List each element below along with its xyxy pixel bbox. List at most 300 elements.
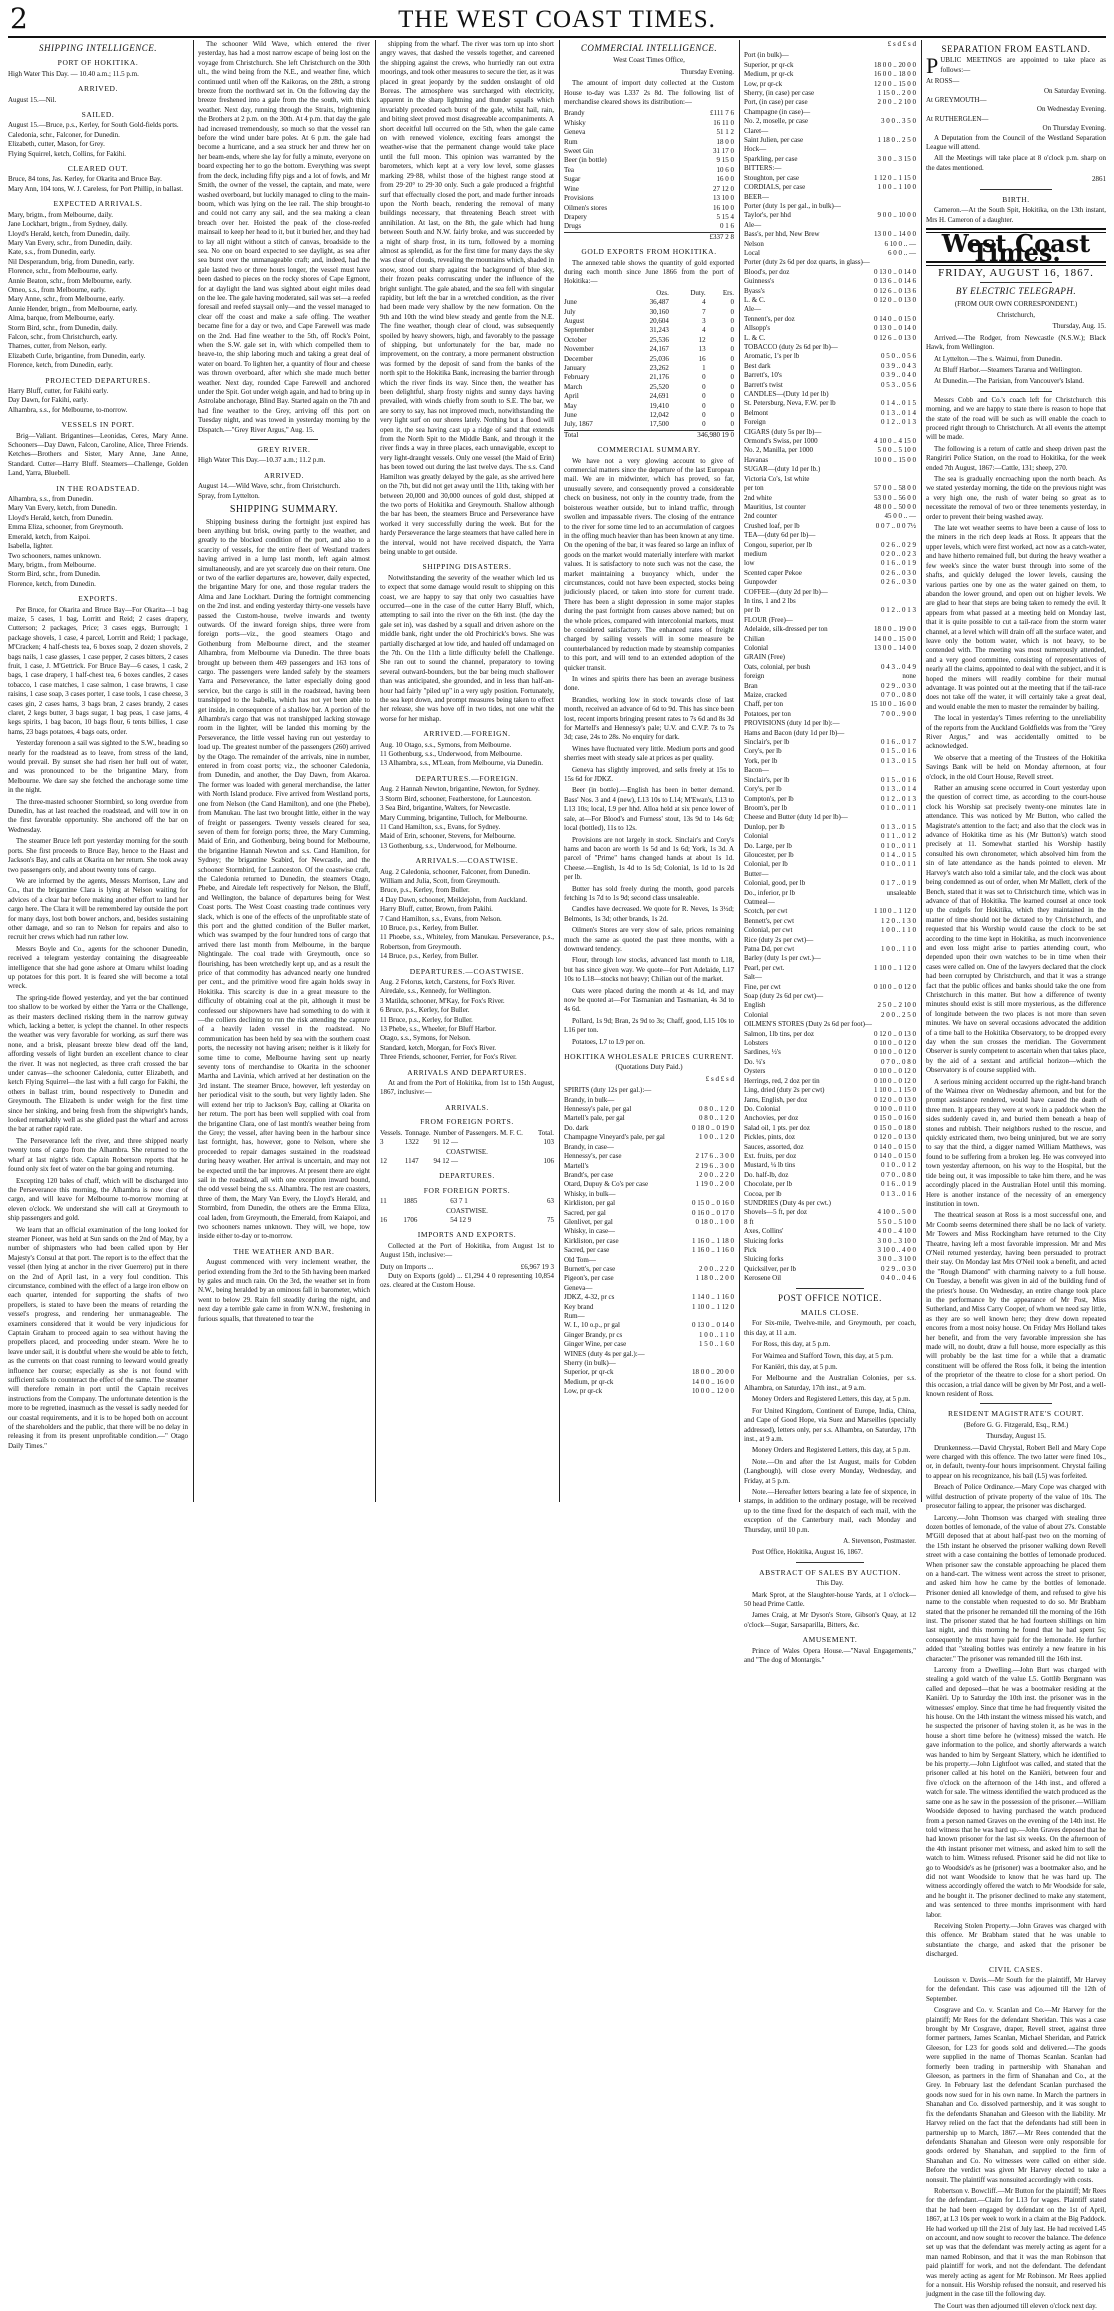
row-value: 0 13 6 .. 0 14 6	[874, 277, 916, 286]
paragraph: The sea is gradually encroaching upon the north beach. As we stated yesterday morning, the tide on the previous night was a very high one, the rush of water being so great as to necessitate the removal of two or three tenements yesterday, in order to prevent their being washed away.	[926, 475, 1106, 521]
row-value: 53 0 0 .. 56 0 0	[874, 493, 916, 502]
price-row	[744, 409, 916, 418]
price-row	[744, 249, 916, 258]
post-notices	[744, 1319, 916, 1535]
row-label: Taylor's, per hhd	[744, 211, 791, 220]
row-label: Hennessy's pale, per gal	[564, 1105, 632, 1114]
cell: 12	[698, 335, 706, 344]
row-value: 0 12 6 .. 0 13 6	[874, 286, 916, 295]
row-value: 2 0 0 .. 2 2 0	[699, 1170, 734, 1179]
duty-exports: Duty on Exports (gold) ... £1,294 4 0 representing 10,854 ozs. cleared at the Custom House.	[380, 1271, 554, 1290]
cleared-list	[8, 175, 188, 194]
cell: 0	[730, 401, 734, 410]
roadstead-list	[8, 495, 188, 589]
row-value: 0 0 7 .. 0 0 7½	[875, 521, 916, 530]
row-value: 0 15 0 .. 0 16 0	[692, 1199, 734, 1208]
row-label: per lb	[744, 606, 761, 615]
row-value: 0 1 1 .. 0 1 2	[881, 832, 916, 841]
wild-wave-report	[198, 40, 370, 435]
civil-heading: CIVIL CASES.	[988, 1964, 1043, 1974]
row-label: WINES (duty 4s per gal.):—	[564, 1349, 645, 1358]
row-label: Do. Colonial	[744, 1104, 781, 1113]
price-row	[744, 437, 916, 446]
list-item: Mary Anne, schr., from Melbourne, early.	[8, 295, 125, 304]
gold-intro: The annexed table shows the quantity of gold exported during each month since June 1866 from the port of Hokitika:—	[564, 258, 734, 286]
row-value: 27 12 0	[713, 184, 734, 193]
row-label: Ale—	[744, 220, 762, 229]
weather-para: August commenced with very inclement weather, the period extending from the 3rd to the 5th having been marked by gales and much rain. On the 3rd, the weather set in from N.W., being heralded by an ominous fall in barometer, which went to below 29. Rain fell steadily during the night, and next day a terrible gale came in from W.N.W., freshening in furious squalls, that threatened to tear the	[198, 1258, 370, 1323]
row-value: 0 14 0 .. 0 15 0	[874, 1142, 916, 1151]
row-label: Shovels—5 ft, per doz	[744, 1208, 807, 1217]
row-label: Superior, pr qr-ck	[564, 1368, 614, 1377]
table-row	[564, 308, 734, 317]
row-label: Barley (duty 1s per cwt.)—	[744, 954, 821, 963]
arrivals-coastwise-heading: ARRIVALS.—COASTWISE.	[415, 856, 519, 866]
row-value: 0 5 0 .. 0 5 6	[881, 352, 916, 361]
header-tonnage: Tonnage.	[404, 1128, 431, 1137]
price-row	[744, 230, 916, 239]
row-label: Lobsters	[744, 1039, 769, 1048]
list-item: Two schooners, names unknown.	[8, 551, 102, 560]
gold-heading: GOLD EXPORTS FROM HOKITIKA.	[581, 247, 717, 257]
list-item: Mary, brigtn., from Melbourne, daily.	[8, 210, 114, 219]
price-row	[744, 381, 916, 390]
row-label: Pickles, pints, doz	[744, 1133, 795, 1142]
price-row	[564, 1190, 734, 1199]
row-label: JDKZ, 4-32, pr cs	[564, 1293, 615, 1302]
row-label: Beer (in bottle)	[564, 156, 607, 165]
row-label: Bacon—	[744, 766, 769, 775]
exports-text: Per Bruce, for Okarita and Bruce Bay—For Okarita—1 bag maize, 5 cases, 1 bag, Lorritt and Reid; 2 cases drapery, Cutterson; 2 packages, Price; 3 cases eggs, Burrough; 1 package shovels, 1 case, 4 parcel, Lorritt and Reid; 1 package, M'Cracken; 4 half-chests tea, 6 boxes soap, 2 dozen shovels, 2 bags nails, 1 case glasses, 1 case pepper, 2 cases bitters, 2 cases fruit, 1 case, J. M'Gettrick. For Bruce Bay—6 cases, 1 cask, 2 bags, 1 case drapery, 1 half-chest tea, 6 boxes candles, 2 cases tobacco, 1 case matches, 1 case salmon, 1 case brawns, 1 case raisins, 1 case soap, 3 cases porter, 1 case tools, 1 case cheese, 3 cases gin, 2 cases hams, 3 bags bran, 2 cases brandy, 2 cases claret, 2 kegs butter, 3 bags sugar, 1 bag peas, 1 case jams, 4 kegs spirits, 1 bag bacon, 10 bags flour, 6 tents billies, 1 case hams, 23 bags potatoes, 4 bags oats, order.	[8, 605, 188, 736]
list-item: Otago, s.s., Symons, for Nelson.	[380, 1034, 471, 1043]
price-row	[744, 1124, 916, 1133]
row-label: Key brand	[564, 1302, 594, 1311]
paragraph: Geneva has slightly improved, and sells freely at 15s to 15s 6d for JDKZ.	[564, 765, 734, 784]
row-label: Do. ¼'s	[744, 1057, 766, 1066]
row-label: Low, pr qr-ck	[744, 79, 783, 88]
paragraph: For Melbourne and the Australian Colonies, per s.s. Alhambra, on Saturday, 17th inst., at 9 a.m.	[744, 1374, 916, 1392]
header-cell	[564, 289, 624, 298]
paragraph: Robertson v. Bowcliff.—Mr Button for the plaintiff; Mr Rees for the defendant.—Claim for L13 for wages. Plaintiff stated that he had been engaged by defendant on the 1st of April, 1867, at L3 10s per week to work in a claim at the Big Paddock. He had worked up till the 21st of July last. He had received L45 on account, and now sought to recover the balance. The defence set up was that the defendant was merely acting as agent for a man named Robinson, and that it was the man Robinson that paid plaintiff for work, and not the defendant. The defendant was merely acting as agent for Mr Robinson. Mr Rees applied for a nonsuit. His Worship refused the nonsuit, and reserved his judgment in the case till the following day.	[926, 2186, 1107, 2299]
row-label: Tea	[564, 165, 575, 174]
header-cell: Duty.	[690, 288, 706, 297]
row-value: 12 0 0 .. 15 0 0	[874, 79, 916, 88]
price-row	[564, 1133, 734, 1142]
separation-text	[926, 53, 1106, 79]
departures-foreign-list	[380, 785, 554, 851]
price-row	[744, 766, 916, 775]
list-item: 3 Matilda, schooner, M'Kay, for Fox's River.	[380, 996, 505, 1005]
list-item: Thames, cutter, from Nelson, early.	[8, 342, 107, 351]
meetings-time: All the Meetings will take place at 8 o'clock p.m. sharp on the dates mentioned.	[926, 154, 1106, 172]
price-row	[744, 1133, 916, 1142]
arrived-label: ARRIVED.	[77, 84, 118, 94]
row-label: Do. half-lb, doz	[744, 1170, 789, 1179]
duty-list	[564, 109, 734, 231]
row-value: 0 2 9 .. 0 3 0	[881, 681, 916, 690]
exports-label: EXPORTS.	[78, 594, 118, 604]
price-row	[744, 1227, 916, 1236]
cell: 20,604	[649, 316, 669, 325]
arrivals-coastwise-list	[380, 868, 554, 962]
list-item: 11 Bruce, p.s., Kerley, for Buller.	[380, 1015, 473, 1024]
paragraph: The schooner Wild Wave, which entered the river yesterday, has had a most narrow escape of being lost on the voyage from Christchurch. She left Christchurch on the 30th ult., the wind being from the N.E., and weather fine, which continued until when off the Kaikoras, on the 28th, a strong breeze from the northward set in. On the following day the breeze freshened into a gale from the the south, with thick weather. Next day, running through the Straits, brightening the Brothers at 2 p.m. on the 30th. At 4 p.m. that day the gale had increased tremendously, so much so that the vessel ran before the wind under bare poles. At 6 p.m. the gale had become a hurricane, and a sea struck her and threw her on her beam-ends, where she lay for fully a minute, everyone on board expecting her to go the bottom. Everything was swept from the deck, including fifty pigs and a lot of fowls, and Mr Smith, the owner of the vessel, the captain, and mate, were washed overboard, but luckily managed to cling to the main-boom, which was lying on the lee rail. The ship brought-to and could not carry any sail, and the sea making a clean breach over her. Hoisted the peak of the close-reefed mainsail to keep her head to it, but it buried her, and they had to lay all night without a stitch of canvas, broadside to the sea. No one on board expected to see daylight, as sea after sea burst over the unmanageable craft; and, indeed, had the gale lasted two or three hours longer, the vessel must have been dashed to pieces on the rocky shores of Cape Egmont, for at daylight the land was sighted about eight miles dead on the lee. The gale having moderated, sail was set—a reefed foresail and reefed staysail only—and the vessel managed to clear off the coast and make a safe offing. The weather became fine for a day or two, and Cape Farewell was made on the 2nd. Had fine weather to the 5th, off Rock's Point, when the S.W. gale set in, with which compelled them to heave-to, the ship laboring much and taking a great deal of water on board. To lighten her, a quantity of flour and cheese was thrown overboard, after which she made much better weather. Next day, rounded Cape Farewell and anchored under the Spit. Got under weigh again, and had to bring up in Astrolabe anchorage, Blind Bay. Started again on the 7th and had fine weather to the Grey, arriving off this port on Tuesday night, and was towed in yesterday morning by the Dispatch.—"Grey River Argus," Aug. 15.	[198, 40, 370, 434]
gold-total-label: Total	[564, 430, 579, 439]
row-value: 3 0 0 .. 3 15 0	[877, 154, 916, 163]
price-row	[564, 1340, 734, 1349]
row-label: Sugar	[564, 175, 581, 184]
row-label: 2nd counter	[744, 512, 778, 521]
list-item: Elizabeth Curle, brigantine, from Dunedin, early.	[8, 351, 146, 360]
row-value: 6 10 0 .. —	[884, 239, 916, 248]
imports-intro: Collected at the Port of Hokitika, from August 1st to August 15th, inclusive:—	[380, 1241, 554, 1260]
price-row	[744, 860, 916, 869]
price-row	[564, 1180, 734, 1189]
paragraph: Oats were placed during the month at 4s 1d, and may now be quoted at—For Tasmanian and Tasmanian, 4s 3d to 4s 6d.	[564, 986, 734, 1014]
price-row	[564, 1359, 734, 1368]
row-label: Salt—	[744, 973, 762, 982]
row-value: 0 4 3 .. 0 4 9	[881, 662, 916, 671]
row-value: 16 0 0	[716, 175, 734, 184]
price-row	[744, 813, 916, 822]
price-row	[564, 1321, 734, 1330]
row-value: 0 13 0 .. 0 14 0	[874, 267, 916, 276]
cell: 4	[702, 326, 706, 335]
row-label: Belmont	[744, 408, 769, 417]
list-item: 13 Phebe, s.s., Wheeler, for Bluff Harbor.	[380, 1025, 497, 1034]
price-row	[744, 418, 916, 427]
row-value: 1 10 0 .. 1 12 0	[692, 1302, 734, 1311]
sailed-label: SAILED.	[81, 110, 115, 120]
row-value: 0 1 0 .. 0 1 2	[881, 1161, 916, 1170]
cell: 0	[730, 420, 734, 429]
row-value: 0 2 6 .. 0 2 9	[881, 540, 916, 549]
price-row	[744, 1020, 916, 1029]
table-row	[380, 1207, 554, 1216]
row-label: BEER—	[744, 192, 769, 201]
row-label: Whisky	[564, 118, 586, 127]
separation-heading: SEPARATION FROM EASTLAND.	[941, 44, 1091, 54]
row-label: Cheese and Butter (duty 1d per lb)—	[744, 813, 848, 822]
price-row	[744, 578, 916, 587]
price-row	[744, 446, 916, 455]
row-label: Bran	[744, 681, 758, 690]
row-label: Port (in bulk)—	[744, 51, 789, 60]
paragraph: For Six-mile, Twelve-mile, and Greymouth, per coach, this day, at 11 a.m.	[744, 1319, 916, 1337]
row-value: 16 11 0	[713, 118, 734, 127]
list-item: 6 Bruce, p.s., Kerley, for Buller.	[380, 1006, 470, 1015]
cell: 1	[702, 364, 706, 372]
row-value: 0 3 9 .. 0 4 0	[881, 371, 916, 380]
list-item: 3 Sea Bird, brigantine, Walters, for Newcastle.	[380, 804, 511, 813]
row-label: Superior, pr qr-ck	[744, 60, 794, 69]
price-row	[744, 672, 916, 681]
cell: 25,536	[649, 335, 669, 344]
row-label: Tennent's, per doz	[744, 314, 795, 323]
cell: 54 12 9	[450, 1215, 472, 1224]
list-item: Flying Squirrel, ketch, Collins, for Fakihi.	[8, 149, 127, 158]
row-label: Porter (duty 1s per gal., in bulk)—	[744, 201, 841, 210]
row-label: Oysters	[744, 1067, 766, 1076]
list-item: Jane Lockhart, brigtn., from Sydney, daily.	[8, 220, 128, 229]
list-item: Emma Eliza, schooner, from Greymouth.	[8, 523, 124, 532]
price-row	[744, 334, 916, 343]
row-label: Barrett's twist	[744, 380, 783, 389]
row-label: Geneva	[564, 128, 586, 137]
row-value: 0 1 6	[720, 222, 734, 231]
row-label: Sluicing forks	[744, 1255, 784, 1264]
paragraph: Candles have decreased. We quote for R. Neves, 1s 3½d; Belmonts, 1s 3d; other brands, 1s 2d.	[564, 905, 734, 923]
price-row	[564, 1246, 734, 1255]
table-row	[380, 1138, 554, 1147]
cell: 0	[702, 401, 706, 410]
row-value: 0 1 3 .. 0 1 5	[881, 822, 916, 831]
gold-total-dwt: 19	[721, 430, 729, 439]
row-label: Potatoes, per ton	[744, 709, 791, 718]
header-cell: Ers.	[722, 288, 734, 297]
paragraph: We learn that an official examination of the long looked for steamer Pioneer, was held at Sun sands on the 2nd of May, by a number of shipmasters who had been called upon by Her Majesty's Consul at that port. The report is to the effect that the vessel (then lying at anchor in the river Guerrero) put in there on the 2nd of April last, in a very foul condition. This circumstance, combined with the effect of a large iron elbow on each quarter, intended for supporting the shafts of two propellers, is stated to have been the means of retarding the vessel's progress, and rendering her unmanageable. The examiners considered that it would be very injudicious for Captain Graham to proceed again to sea without having the propellers placed, and proceeding under steam. Were he to leave under sail, it is doubtful where she would be able to fetch, as the currents on that coast running to leeward would greatly influence her course; especially as she is not found with sufficient sails to counteract the effect of the same. The steamer will therefore remain in port until the Captain receives instructions from the Company. The unfortunate detention is the more to be regretted, inasmuch as the vessel is sadly needed for our coastal requirements, and it is to be hoped both on account of the shareholders and the public, that there will be no delay in releasing it from its present unprofitable condition.—" Otago Daily Times."	[8, 1225, 188, 1450]
row-value: 0 10 0 .. 0 12 0	[874, 1067, 916, 1076]
cell: November	[564, 345, 594, 354]
cell: 17,500	[649, 420, 669, 429]
price-row	[744, 983, 916, 992]
row-label: Kirkliston, per gal	[564, 1199, 616, 1208]
price-row	[744, 1161, 916, 1170]
row-label: Gunpowder	[744, 578, 778, 587]
row-label: Pearl, per cwt.	[744, 963, 785, 972]
row-label: BITTERS:—	[744, 164, 782, 173]
paragraph: Mark Sprot, at the Slaughter-house Yards, at 1 o'clock—50 head Prime Cattle.	[744, 1590, 916, 1608]
cell: 0	[730, 382, 734, 391]
row-value: 13 0 0 .. 14 0 0	[874, 230, 916, 239]
row-value: 0 12 6 .. 0 13 0	[874, 333, 916, 342]
row-value: 9 0 0 .. 10 0 0	[877, 211, 916, 220]
row-value: 1 10 0 .. 1 15 0	[874, 1086, 916, 1095]
row-label: Sauces, assorted, doz	[744, 1142, 804, 1151]
row-value: 10 0 0 .. 12 0 0	[692, 1387, 734, 1396]
price-row	[744, 606, 916, 615]
row-value: £111 7 6	[710, 109, 734, 118]
price-row	[744, 136, 916, 145]
list-item: Storm Bird, schr., from Dunedin, daily.	[8, 323, 118, 332]
gold-total-grs: 0	[730, 430, 734, 439]
list-item: 11 Gothenburg, s.s., Underwood, from Melbourne.	[380, 750, 523, 759]
row-value: 14 0 0 .. 16 0 0	[692, 1377, 734, 1386]
cell: June	[564, 411, 577, 420]
row-label: Drugs	[564, 222, 582, 231]
list-item: Bruce, 84 tons, Jas. Kerley, for Okarita and Bruce Bay.	[8, 175, 162, 184]
price-row	[744, 1105, 916, 1114]
list-item: 13 Gothenburg, s.s., Underwood, for Melbourne.	[380, 841, 517, 850]
list-item: Aug. 2 Hannah Newton, brigantine, Newton, for Sydney.	[380, 785, 540, 794]
row-label: 2nd white	[744, 493, 772, 502]
weather-heading: THE WEATHER AND BAR.	[233, 1246, 335, 1256]
price-head: £ s d £ s d	[705, 1074, 734, 1083]
price-list	[744, 51, 916, 1283]
paragraph: The local in yesterday's Times referring to the unreliability of the reports from the Auckland Goldfields was from the "Grey River Argus," and was accidentally omitted to be acknowledged.	[926, 714, 1106, 751]
price-row	[564, 156, 734, 165]
row-label: CANDLES—(Duty 1d per lb)	[744, 390, 829, 399]
price-row	[744, 569, 916, 578]
table-row	[564, 392, 734, 401]
price-row	[564, 1124, 734, 1133]
vessels-in-port: Brig—Valiant. Brigantines—Leonidas, Ceres, Mary Anne. Schooners—Day Dawn, Falcon, Caroline, Alice, Three Friends. Ketches—Brothers and Sister, Mary Anne, Jane Anne, Standard. Cutter—Harry Bluff. Steamers—Challenge, Golden Land, Yarra, Bluebell.	[8, 431, 188, 478]
price-row	[744, 503, 916, 512]
row-label: Oilmen's stores	[564, 203, 608, 212]
price-row	[744, 531, 916, 540]
price-row	[744, 625, 916, 634]
row-label: Ling, dried (duty 2s per cwt)	[744, 1086, 825, 1095]
paragraph: The late wet weather seems to have been a cause of loss to the miners in the rich deep leads at Ross. It appears that the upper levels, which were first worked, act now as a catch-water, and have hitherto remained full, but during the heavy weather a few week's since the water burst through into some of the shafts, and quickly deluged the lower levels, causing the various parties one by one as the water gained on them, to abandon the lower ground, and open out on higher levels. We are glad to hear that steps are being taken to remedy the evil. It appears from what passed at a meeting held on Monday last, that it is quite possible to cut a tail-race from the storm water channel, at a level which will drain off all the surface water, and leave only the bottom water, which is not heavy, to be contended with. The meeting was most numerously attended, and a very good committee, consisting of representatives of nearly all the claims, appointed to deal with the subject, and it is hoped the miners will readily combine for their mutual advantage. It was pointed out at the meeting that if the tail-race does not take off the water, it will certainly take a great deal, and would enable the men to master the remainder by bailing.	[926, 524, 1107, 711]
price-row	[744, 1030, 916, 1039]
price-row	[744, 936, 916, 945]
price-row	[744, 98, 916, 107]
price-row	[744, 776, 916, 785]
row-label: Mauritius, 1st counter	[744, 502, 806, 511]
row-value: 5 0 0 .. 5 10 0	[877, 446, 916, 455]
price-row	[744, 475, 916, 484]
separator	[796, 1562, 865, 1563]
paragraph: Flour, through low stocks, advanced last month to L18, but has since given way. We quote—for Port Adelaide, L17 10s to L18—stocks not heavy; Chilian out of the market.	[564, 956, 734, 984]
cell: 0	[730, 335, 734, 344]
row-value: 0 13 0 .. 0 14 0	[692, 1321, 734, 1330]
list-item: Standard, ketch, Morgan, for Fox's River.	[380, 1043, 497, 1052]
departures-coastwise-list	[380, 978, 554, 1063]
table-row	[564, 326, 734, 335]
list-item: Lloyd's Herald, ketch, from Dunedin, daily.	[8, 229, 130, 238]
row-value: 0 3 9 .. 0 4 3	[881, 361, 916, 370]
price-row	[744, 738, 916, 747]
row-label: No. 2, moselle, pr case	[744, 117, 808, 126]
commercial-title: COMMERCIAL INTELLIGENCE.	[580, 43, 718, 53]
cell: 4	[702, 298, 706, 307]
grey-high-water: High Water This Day.—10.37 a.m.; 11.2 p.m.	[198, 456, 326, 465]
row-label: Brandy, in bulk—	[564, 1095, 615, 1104]
row-label: SPIRITS (duty 12s per gal.):—	[564, 1086, 652, 1095]
row-value: 0 1 3 .. 0 1 5	[881, 756, 916, 765]
row-label: Blood's, per doz	[744, 267, 790, 276]
row-label: Aromatic, 1's per lb	[744, 352, 800, 361]
price-row	[744, 268, 916, 277]
row-label: Scented caper Pekoe	[744, 568, 802, 577]
row-value: 1 0 0 .. 1 10 0	[877, 183, 916, 192]
row-label: Colonial, per cwt	[744, 926, 793, 935]
row-label: Byass's	[744, 286, 765, 295]
row-value: 0 12 0 .. 0 13 0	[874, 1029, 916, 1038]
paragraph: Arrived.—The Rodger, from Newcastle (N.S.W.); Black Hawk, from Wellington.	[926, 333, 1106, 352]
row-label: Colonial, per lb	[744, 860, 788, 869]
cell: 1885	[403, 1197, 418, 1206]
cell: 25,036	[649, 354, 669, 363]
row-value: 0 5 3 .. 0 5 6	[881, 380, 916, 389]
price-row	[564, 109, 734, 118]
price-row	[564, 1350, 734, 1359]
row-label: Sparkling, per case	[744, 154, 798, 163]
cell: 13	[698, 345, 706, 354]
cell: May	[564, 401, 577, 410]
row-value: 10 0 0 .. 15 0 0	[874, 455, 916, 464]
paragraph: We observe that a meeting of the Trustees of the Hokitika Savings Bank will be held on Monday afternoon, at four o'clock, in the old Court House, Revell street.	[926, 753, 1106, 781]
price-row	[744, 541, 916, 550]
row-value: 0 1 0 .. 0 1 1	[881, 803, 916, 812]
row-value: 0 10 0 .. 0 12 0	[874, 982, 916, 991]
cell: 91 12 —	[433, 1138, 458, 1147]
meeting-place: At ROSS—	[926, 77, 960, 86]
row-label: Congou, superior, per lb	[744, 540, 812, 549]
row-value: 4 10 0 .. 4 15 0	[874, 437, 916, 446]
row-value: 1 12 0 .. 1 15 0	[874, 173, 916, 182]
arrivals-table	[380, 1129, 554, 1167]
price-row	[744, 1048, 916, 1057]
cell: 1322	[404, 1138, 419, 1147]
row-label: FLOUR (Free)—	[744, 615, 793, 624]
cell: August	[564, 316, 585, 325]
projected-label: PROJECTED DEPARTURES.	[45, 375, 151, 385]
rm-court-sub: (Before G. G. Fitzgerald, Esq., R.M.)	[963, 1420, 1069, 1429]
local-news	[926, 396, 1106, 1400]
row-label: No. 2, Manilla, per 1000	[744, 446, 814, 455]
price-row	[564, 1105, 734, 1114]
cell: COASTWISE.	[446, 1206, 488, 1215]
cell: 63	[547, 1197, 554, 1206]
row-label: Do. Large, per lb	[744, 841, 792, 850]
price-row	[744, 390, 916, 399]
price-row	[744, 183, 916, 192]
row-value: 4 10 0 .. 5 0 0	[877, 1208, 916, 1217]
row-value: 1 0 0 .. 1 2 0	[699, 1133, 734, 1142]
row-label: Guinness's	[744, 277, 775, 286]
price-row	[744, 277, 916, 286]
row-value: 0 14 0 .. 0 15 0	[874, 314, 916, 323]
list-item: 13 Alhambra, s.s., M'Lean, from Melbourne, via Dunedin.	[380, 759, 544, 768]
row-value: 0 4 0 .. 0 4 6	[881, 1274, 916, 1283]
row-label: Geneva—	[564, 1283, 593, 1292]
table-row	[564, 355, 734, 364]
price-row	[744, 305, 916, 314]
row-label: Champagne (in case)—	[744, 107, 811, 116]
price-row	[564, 1274, 734, 1283]
price-row	[564, 1265, 734, 1274]
paragraph: Butter has sold freely during the month, good parcels fetching 1s 7d to 1s 9d; second class unsaleable.	[564, 884, 734, 902]
price-row	[564, 1293, 734, 1302]
row-label: Maize, cracked	[744, 691, 787, 700]
row-value: 16 0 0 .. 18 0 0	[874, 70, 916, 79]
row-label: Jams, English, per doz	[744, 1095, 808, 1104]
row-label: Chilian	[744, 634, 765, 643]
cell: 23,262	[649, 364, 669, 372]
row-label: Ginger Wine, per case	[564, 1340, 627, 1349]
own-correspondent: (FROM OUR OWN CORRESPONDENT.)	[954, 299, 1078, 308]
grey-arrived-label: ARRIVED.	[263, 470, 304, 480]
row-label: Glenlivet, per gal	[564, 1217, 613, 1226]
arrivals-label: ARRIVALS.	[445, 1102, 489, 1112]
price-row	[564, 1284, 734, 1293]
expected-label: EXPECTED ARRIVALS.	[53, 199, 143, 209]
cell: 12	[380, 1156, 387, 1165]
summary-heading: SHIPPING SUMMARY.	[229, 504, 339, 516]
row-label: Anchovies, per doz	[744, 1114, 799, 1123]
price-row	[744, 597, 916, 606]
paragraph: Messrs Cobb and Co.'s coach left for Christchurch this morning, and we are happy to state there is reason to hope that the state of the road will be such as will enable the coach to proceed right through to Christchurch. At all events the attempt will be made.	[926, 395, 1106, 442]
row-value: 18 0 0 .. 20 0 0	[874, 60, 916, 69]
cell: 0	[702, 420, 706, 429]
paper-title: THE WEST COAST TIMES.	[398, 6, 716, 33]
row-value: 1 10 0 .. 1 12 0	[874, 907, 916, 916]
price-row	[744, 785, 916, 794]
price-row	[744, 428, 916, 437]
row-label: Gloucester, per lb	[744, 850, 794, 859]
price-row	[564, 1143, 734, 1152]
